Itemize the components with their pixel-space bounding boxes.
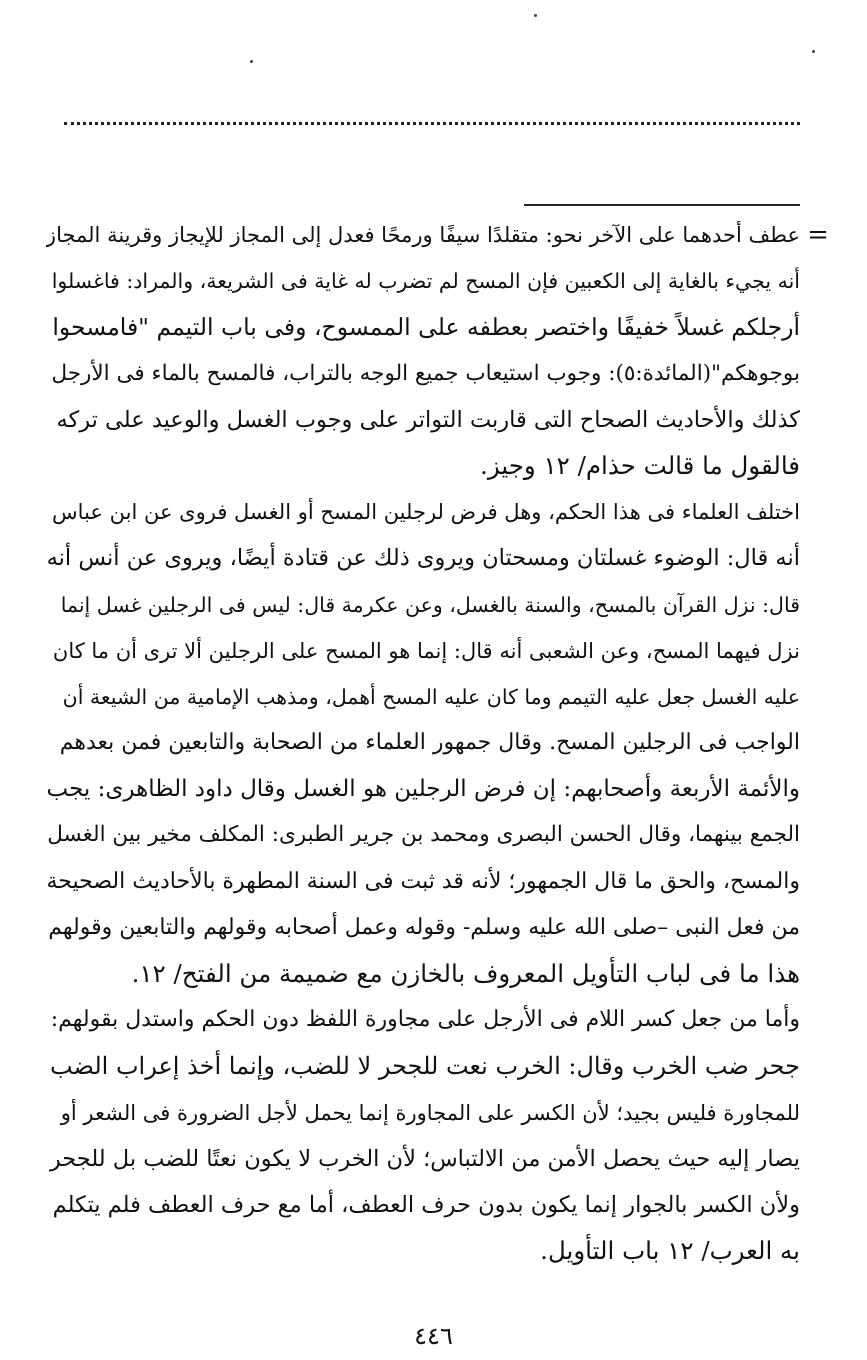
text-line: أنه يجيء بالغاية إلى الكعبين فإن المسح لم تضرب له غاية فى الشريعة، والمراد: فاغسلوا bbox=[51, 269, 800, 294]
text-line: يصار إليه حيث يحصل الأمن من الالتباس؛ لأن الخرب لا يكون نعتًا للضب بل للجحر bbox=[49, 1145, 800, 1172]
scan-speck bbox=[534, 14, 537, 17]
text-line: هذا ما فى لباب التأويل المعروف بالخازن مع ضميمة من الفتح/ ١٢. bbox=[131, 959, 800, 988]
text-line: فالقول ما قالت حذام/ ١٢ وجيز. bbox=[480, 450, 800, 480]
text-line: من فعل النبى –صلى الله عليه وسلم- وقوله وعمل أصحابه وقولهم والتابعين وقولهم bbox=[48, 914, 800, 940]
text-line: للمجاورة فليس بجيد؛ لأن الكسر على المجاورة إنما يحمل لأجل الضرورة فى الشعر أو bbox=[60, 1100, 800, 1125]
text-line: الواجب فى الرجلين المسح. وقال جمهور العلماء من الصحابة والتابعين فمن بعدهم bbox=[59, 730, 800, 756]
text-line: ولأن الكسر بالجوار إنما يكون بدون حرف العطف، أما مع حرف العطف فلم يتكلم bbox=[52, 1191, 800, 1218]
text-line: جحر ضب الخرب وقال: الخرب نعت للجحر لا للضب، وإنما أخذ إعراب الضب bbox=[49, 1052, 800, 1081]
text-line: به العرب/ ١٢ باب التأويل. bbox=[540, 1236, 800, 1266]
text-line: بوجوهكم"(المائدة:٥): وجوب استيعاب جميع الوجه بالتراب، فالمسح بالماء فى الأرجل bbox=[51, 360, 800, 386]
page-number: ٤٤٦ bbox=[414, 1322, 453, 1350]
scan-speck bbox=[812, 50, 815, 53]
text-line: والأئمة الأربعة وأصحابهم: إن فرض الرجلين هو الغسل وقال داود الظاهرى: يجب bbox=[46, 776, 800, 803]
text-line: اختلف العلماء فى هذا الحكم، وهل فرض لرجلين المسح أو الغسل فروى عن ابن عباس bbox=[52, 500, 800, 525]
footnote-text bbox=[46, 212, 800, 1274]
text-line: كذلك والأحاديث الصحاح التى قاربت التواتر على وجوب الغسل والوعيد على تركه bbox=[56, 406, 800, 433]
text-line: قال: نزل القرآن بالمسح، والسنة بالغسل، وعن عكرمة قال: ليس فى الرجلين غسل إنما bbox=[60, 592, 800, 617]
dotted-separator bbox=[64, 122, 800, 135]
text-line: أنه قال: الوضوء غسلتان ومسحتان ويروى ذلك عن قتادة أيضًا، ويروى عن أنس أنه bbox=[46, 545, 800, 572]
text-line: نزل فيهما المسح، وعن الشعبى أنه قال: إنما هو المسح على الرجلين ألا ترى أن ما كان bbox=[52, 638, 800, 663]
continuation-mark: = bbox=[807, 220, 829, 250]
text-line: والمسح، والحق ما قال الجمهور؛ لأنه قد ثبت فى السنة المطهرة بالأحاديث الصحيحة bbox=[46, 868, 800, 894]
footnote-rule bbox=[524, 204, 800, 206]
scan-speck bbox=[250, 60, 253, 63]
text-line: وأما من جعل كسر اللام فى الأرجل على مجاورة اللفظ دون الحكم واستدل بقولهم: bbox=[50, 1007, 800, 1033]
text-line: عطف أحدهما على الآخر نحو: متقلدًا سيفًا ورمحًا فعدل إلى المجاز للإيجاز وقرينة المجاز bbox=[46, 223, 800, 247]
text-line: أرجلكم غسلاً خفيفًا واختصر بعطفه على الممسوح، وفى باب التيمم "فامسحوا bbox=[52, 313, 800, 342]
text-line: الجمع بينهما، وقال الحسن البصرى ومحمد بن جرير الطبرى: المكلف مخير بين الغسل bbox=[47, 822, 800, 848]
text-line: عليه الغسل جعل عليه التيمم وما كان عليه المسح أهمل، ومذهب الإمامية من الشيعة أن bbox=[62, 684, 800, 709]
